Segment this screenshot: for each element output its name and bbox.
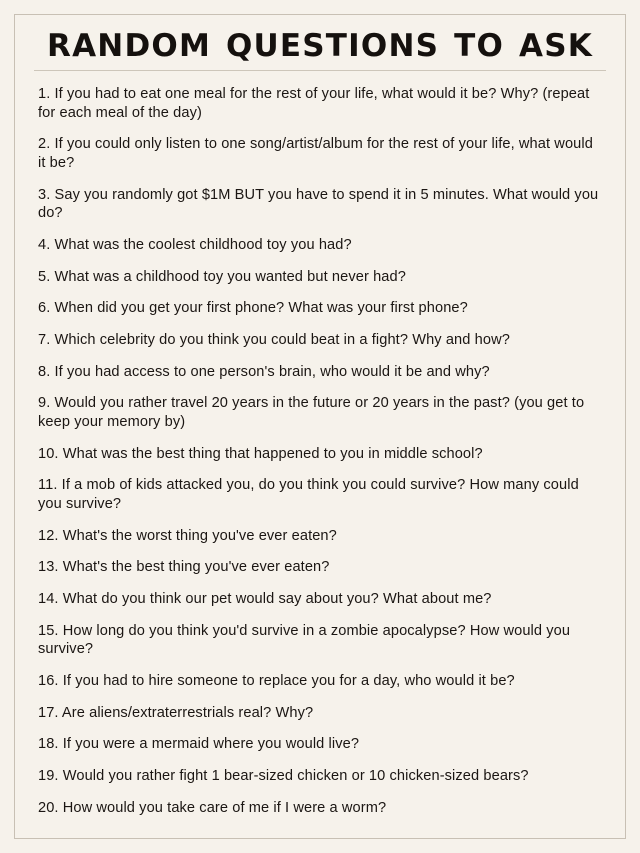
list-item: 15. How long do you think you'd survive in a zombie apocalypse? How would you survive?: [38, 622, 571, 658]
list-item: 8. If you had access to one person's brain, who would it be and why?: [38, 363, 490, 380]
list-item: 7. Which celebrity do you think you could beat in a fight? Why and how?: [38, 332, 510, 349]
list-item: 20. How would you take care of me if I were a worm?: [38, 799, 387, 816]
list-item: 6. When did you get your first phone? What was your first phone?: [38, 300, 468, 317]
list-item: 11. If a mob of kids attacked you, do you think you could survive? How many could you survive?: [38, 477, 579, 513]
list-item: 3. Say you randomly got $1M BUT you have to spend it in 5 minutes. What would you do?: [38, 186, 599, 222]
list-item: 16. If you had to hire someone to replace you for a day, who would it be?: [38, 673, 515, 690]
list-item: 19. Would you rather fight 1 bear-sized chicken or 10 chicken-sized bears?: [38, 768, 529, 785]
list-item: 13. What's the best thing you've ever eaten?: [38, 559, 330, 576]
list-item: 4. What was the coolest childhood toy you had?: [38, 237, 352, 254]
list-item: 14. What do you think our pet would say about you? What about me?: [38, 591, 492, 608]
list-item: 18. If you were a mermaid where you would live?: [38, 736, 360, 753]
document-content: [14, 28, 626, 853]
list-item: 17. Are aliens/extraterrestrials real? Why?: [38, 704, 314, 721]
list-item: 9. Would you rather travel 20 years in the future or 20 years in the past? (you get to keep your memory by): [38, 395, 585, 431]
list-item: 5. What was a childhood toy you wanted but never had?: [38, 268, 406, 285]
list-item: 12. What's the worst thing you've ever eaten?: [38, 527, 337, 544]
page-title: RANDOM QUESTIONS TO ASK: [47, 28, 593, 64]
list-item: 1. If you had to eat one meal for the rest of your life, what would it be? Why? (repeat for each meal of the day): [38, 86, 590, 121]
question-list: [32, 85, 608, 817]
title-divider: [34, 70, 606, 71]
list-item: 2. If you could only listen to one song/artist/album for the rest of your life, what would it be?: [38, 136, 593, 172]
list-item: 10. What was the best thing that happened to you in middle school?: [38, 445, 483, 462]
